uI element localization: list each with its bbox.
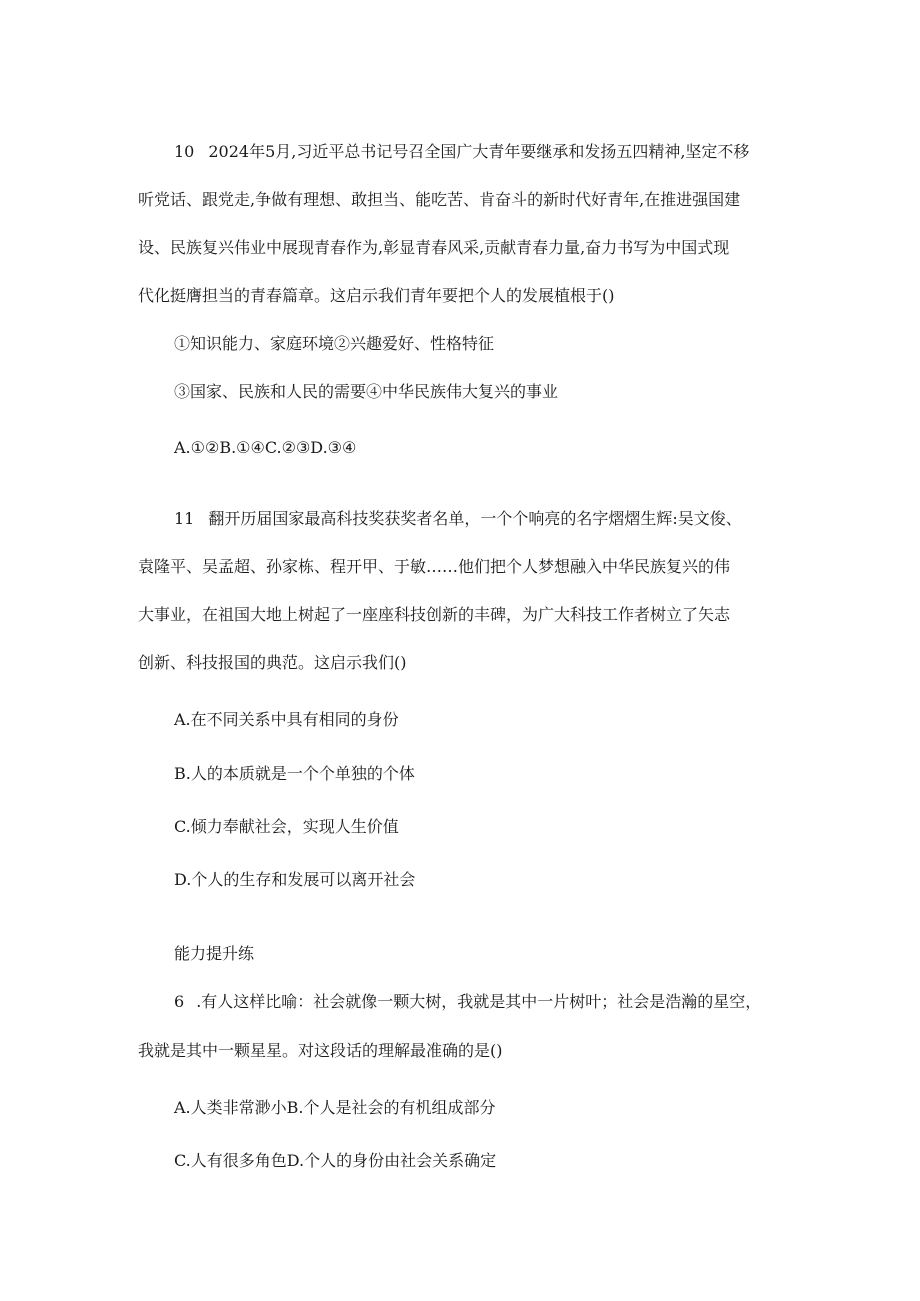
question-11-line-4: 创新、科技报国的典范。这启示我们() xyxy=(138,653,407,672)
question-10-line-1 xyxy=(174,141,749,163)
question-11-option-a: A.在不同关系中具有相同的身份 xyxy=(174,710,399,729)
question-6-options-ab: A.人类非常渺小B.个人是社会的有机组成部分 xyxy=(174,1098,496,1117)
question-text: 2024年5月,习近平总书记号召全国广大青年要继承和发扬五四精神,坚定不移 xyxy=(208,142,750,161)
question-11-option-b: B.人的本质就是一个个单独的个体 xyxy=(174,764,415,783)
question-10-line-3: 设、民族复兴伟业中展现青春作为,彰显青春风采,贡献青春力量,奋力书写为中国式现 xyxy=(138,238,730,257)
question-11-line-1 xyxy=(174,508,742,530)
question-text: 翻开历届国家最高科技奖获奖者名单，一个个响亮的名字熠熠生辉:吴文俊、 xyxy=(208,509,742,528)
question-11-option-c: C.倾力奉献社会，实现人生价值 xyxy=(174,817,399,836)
question-6-line-1 xyxy=(174,991,761,1013)
question-number: 11 xyxy=(174,509,195,528)
question-10-choices: A.①②B.①④C.②③D.③④ xyxy=(174,438,357,457)
question-10-line-2: 听党话、跟党走,争做有理想、敢担当、能吃苦、肯奋斗的新时代好青年,在推进强国建 xyxy=(138,190,741,209)
section-title: 能力提升练 xyxy=(174,944,255,963)
question-11-option-d: D.个人的生存和发展可以离开社会 xyxy=(174,870,416,889)
question-text: .有人这样比喻：社会就像一颗大树，我就是其中一片树叶；社会是浩瀚的星空， xyxy=(196,992,762,1011)
question-6-options-cd: C.人有很多角色D.个人的身份由社会关系确定 xyxy=(174,1151,497,1170)
question-11-line-2: 袁隆平、吴孟超、孙家栋、程开甲、于敏……他们把个人梦想融入中华民族复兴的伟 xyxy=(138,557,731,576)
question-number: 10 xyxy=(174,142,195,161)
question-11-line-3: 大事业，在祖国大地上树起了一座座科技创新的丰碑，为广大科技工作者树立了矢志 xyxy=(138,605,731,624)
question-6-line-2: 我就是其中一颗星星。对这段话的理解最准确的是() xyxy=(138,1041,503,1060)
question-10-statement-2: ③国家、民族和人民的需要④中华民族伟大复兴的事业 xyxy=(174,382,559,401)
question-10-line-4: 代化挺膺担当的青春篇章。这启示我们青年要把个人的发展植根于() xyxy=(138,286,615,305)
question-number: 6 xyxy=(174,992,185,1011)
question-10-statement-1: ①知识能力、家庭环境②兴趣爱好、性格特征 xyxy=(174,334,495,353)
